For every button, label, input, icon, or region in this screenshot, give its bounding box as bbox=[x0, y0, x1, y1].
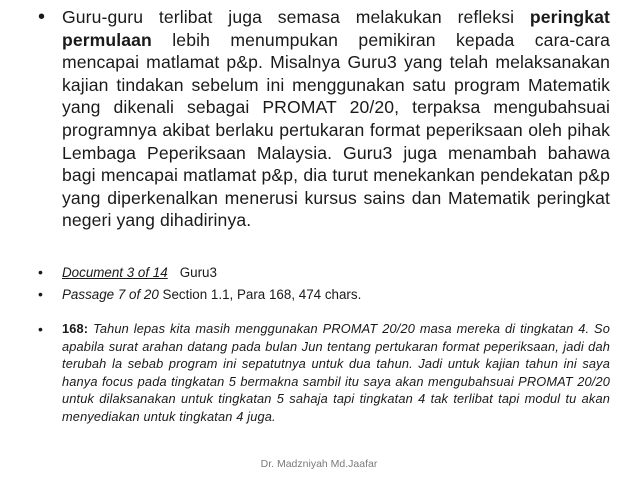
passage-detail: Section 1.1, Para 168, 474 chars. bbox=[162, 287, 362, 302]
footer-author: Dr. Madzniyah Md.Jaafar bbox=[260, 458, 378, 470]
document-name: Guru3 bbox=[179, 265, 217, 280]
bullet-icon: • bbox=[38, 6, 46, 28]
bullet-icon: • bbox=[38, 264, 43, 280]
quote-paragraph bbox=[62, 320, 610, 426]
bullet-icon: • bbox=[38, 286, 43, 302]
main-paragraph bbox=[62, 6, 610, 232]
passage-ref bbox=[62, 285, 361, 304]
main-text-rest: lebih menumpukan pemikiran kepada cara-cara mencapai matlamat p&p. Misalnya Guru3 yang telah melaksanakan kajian tindakan sebelum ini menggunakan satu program Matematik yang dikenali sebagai PROMAT 20/20, terpaksa mengubahsuai programnya akibat berlaku pertukaran format peperiksaan oleh pihak Lembaga Peperiksaan Malaysia. Guru3 juga menambah bahawa bagi mencapai matlamat p&p, dia turut menekankan pendekatan p&p yang diperkenalkan menerusi kursus sains dan Matematik peringkat negeri yang dihadirinya. bbox=[62, 29, 610, 231]
document-ref bbox=[62, 263, 217, 282]
passage-label: Passage 7 of 20 bbox=[62, 287, 159, 302]
document-link[interactable]: Document 3 of 14 bbox=[62, 265, 168, 280]
quote-text: Tahun lepas kita masih menggunakan PROMAT 20/20 masa mereka di tingkatan 4. So apabila surat arahan datang pada bulan Jun tentang pertukaran format peperiksaan, jadi dah terubah la sebab program ini sepatutnya untuk dua tahun. Jadi untuk kajian tahun ini saya hanya focus pada tingkatan 5 bermakna sambil itu saya akan mengubahsuai PROMAT 20/20 untuk dilaksanakan untuk tingkatan 5 sahaja tapi tingkatan 4 tak terlibat tapi modul tu akan menyediakan untuk tingkatan 4 juga. bbox=[62, 321, 610, 424]
bullet-icon: • bbox=[38, 321, 43, 337]
main-text-emphasis: peringkat permulaan bbox=[62, 7, 610, 50]
quote-number: 168: bbox=[62, 321, 89, 336]
main-text-start: Guru-guru terlibat juga semasa melakukan refleksi bbox=[62, 7, 530, 27]
